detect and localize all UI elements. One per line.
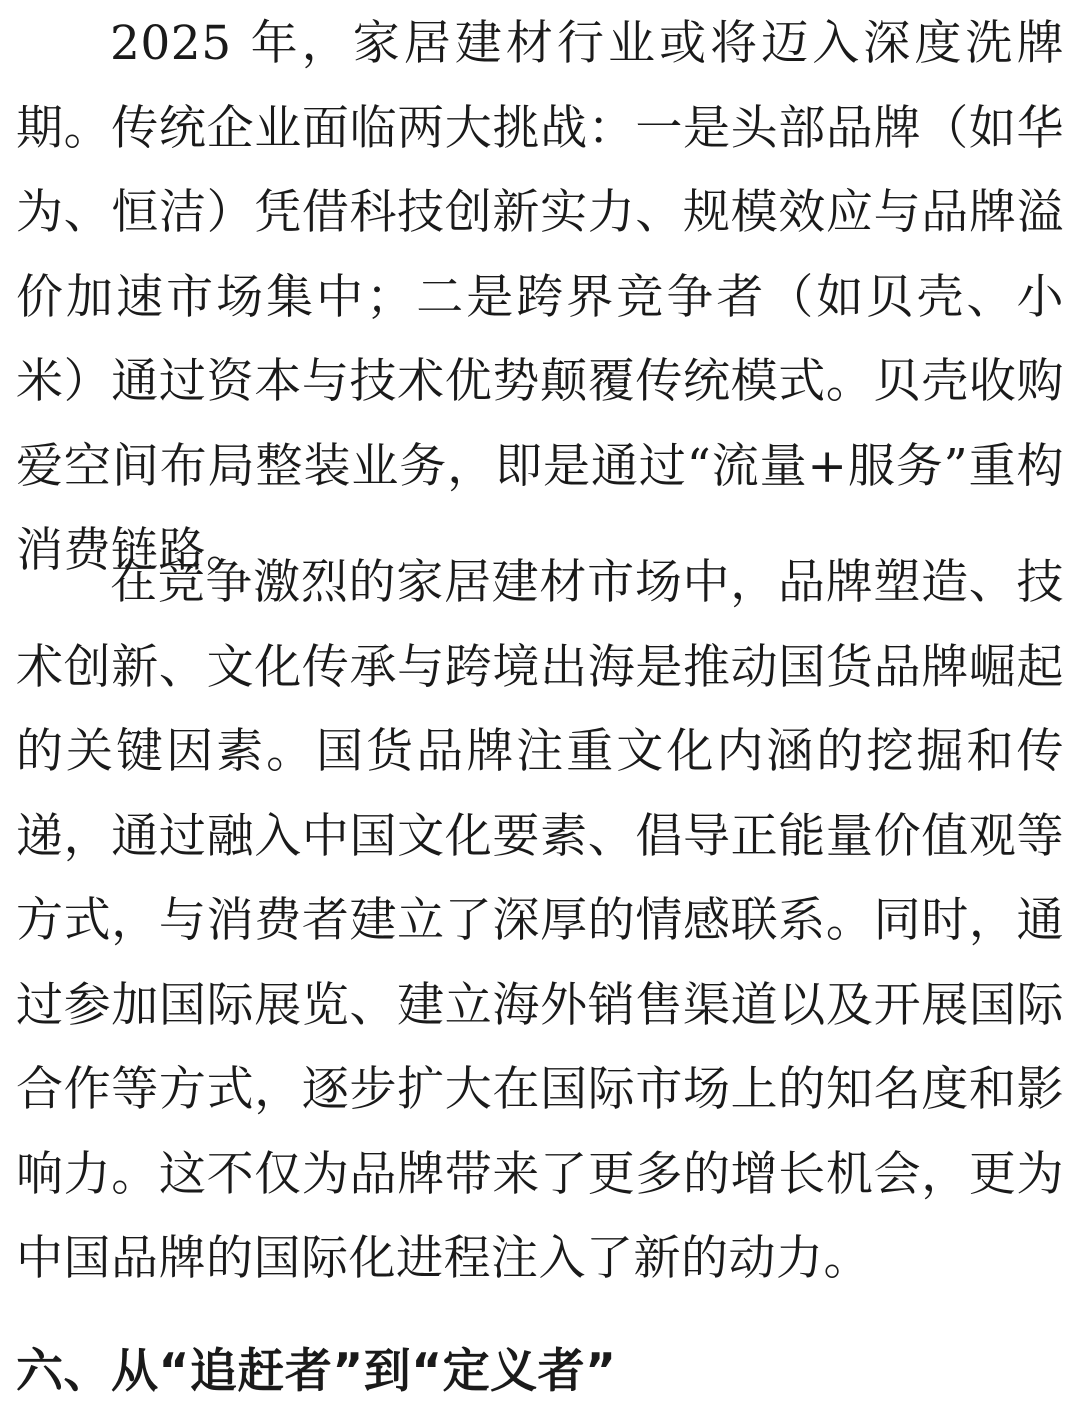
body-paragraph-industry-reshuffle: 2025 年，家居建材行业或将迈入深度洗牌期。传统企业面临两大挑战：一是头部品牌（如华为、恒洁）凭借科技创新实力、规模效应与品牌溢价加速市场集中；二是跨界竞争者（如贝壳、小米）通过资本与技术优势颠覆传统模式。贝壳收购爱空间布局整装业务，即是通过“流量+服务”重构消费链路。: [16, 16, 1064, 578]
body-paragraph-brand-rise: 在竞争激烈的家居建材市场中，品牌塑造、技术创新、文化传承与跨境出海是推动国货品牌崛起的关键因素。国货品牌注重文化内涵的挖掘和传递，通过融入中国文化要素、倡导正能量价值观等方式，与消费者建立了深厚的情感联系。同时，通过参加国际展览、建立海外销售渠道以及开展国际合作等方式，逐步扩大在国际市场上的知名度和影响力。这不仅为品牌带来了更多的增长机会，更为中国品牌的国际化进程注入了新的动力。: [16, 555, 1064, 1286]
section-heading: 六、从“追赶者”到“定义者”: [16, 1344, 617, 1399]
